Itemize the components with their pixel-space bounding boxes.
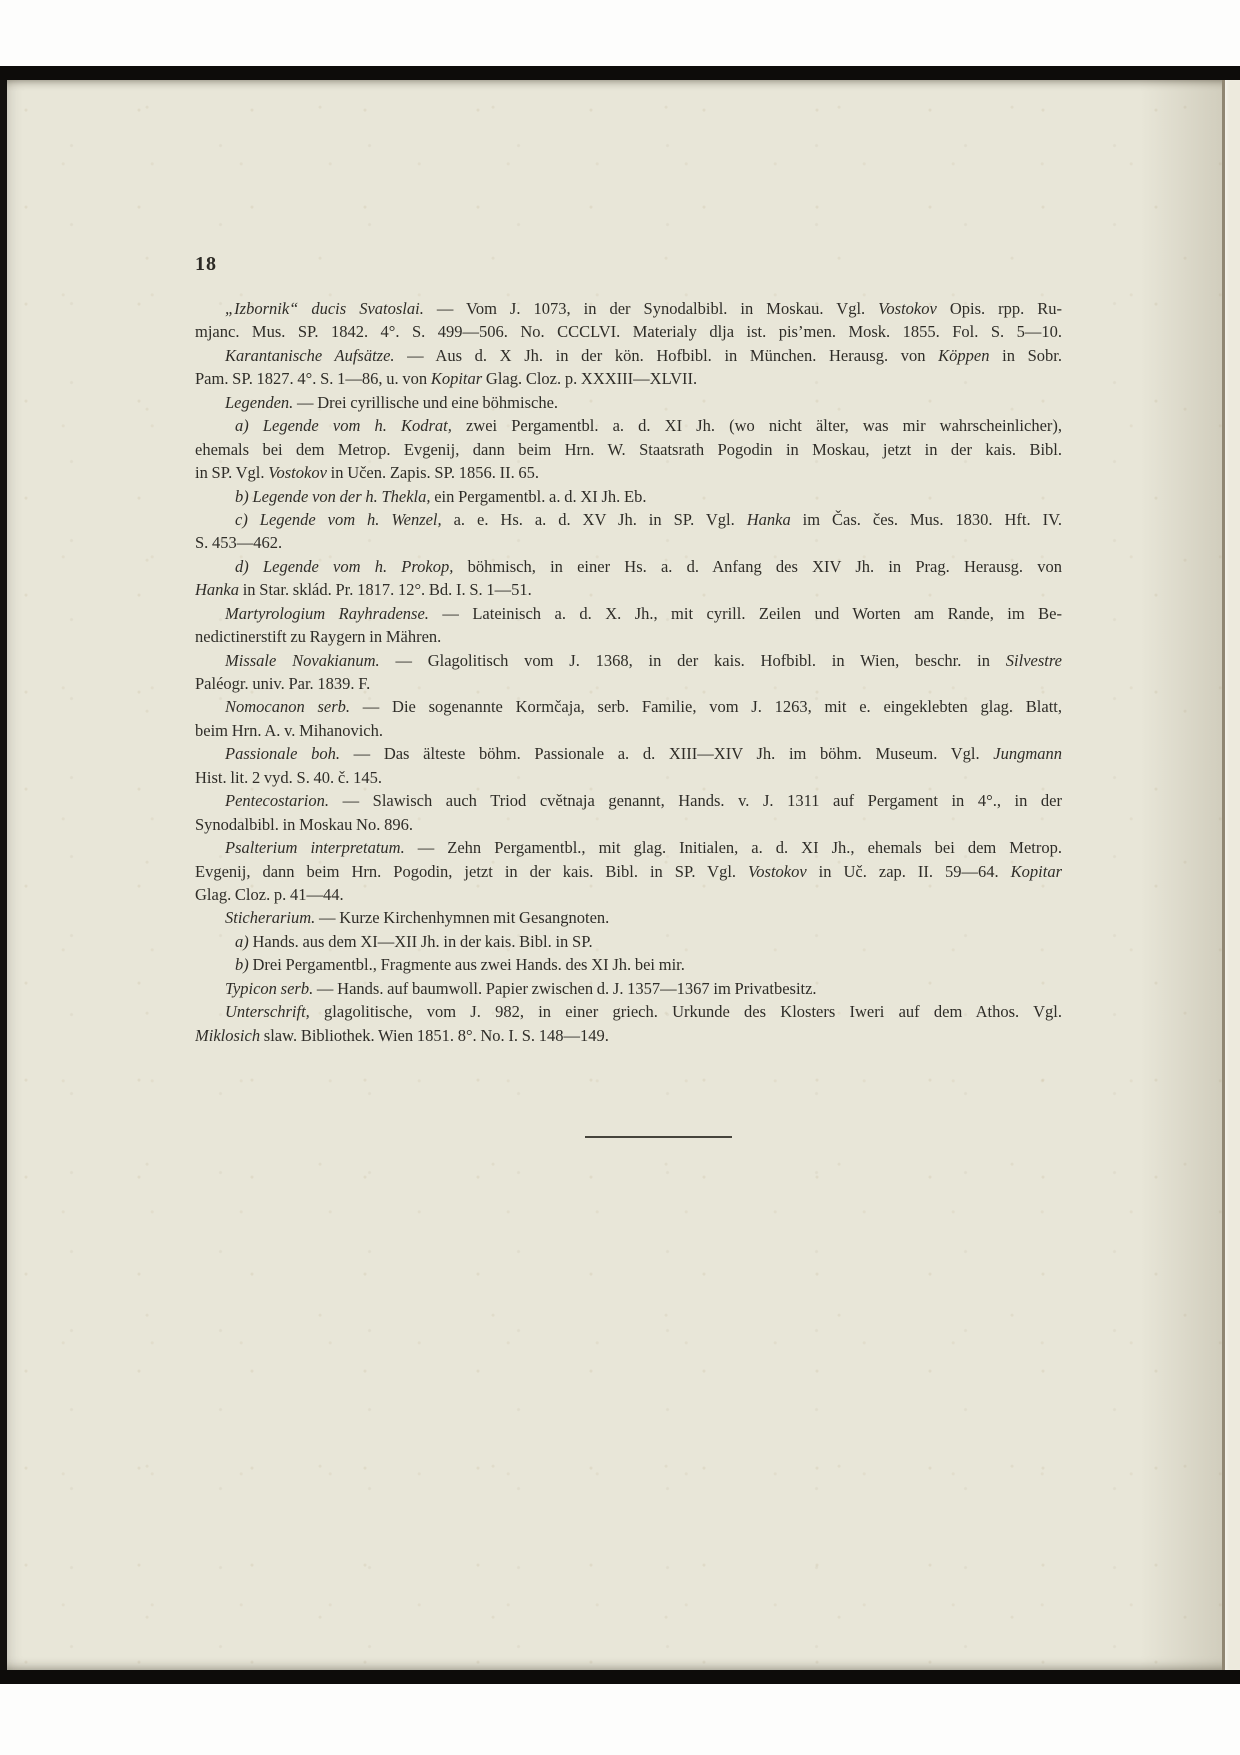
italic-run: Passionale boh. <box>225 744 340 764</box>
text-run: — Vom J. 1073, in der Synodalbibl. in Moskau. Vgl. <box>423 299 879 318</box>
italic-run: Vostokov <box>878 299 937 318</box>
text-run: Drei Pergamentbl., Fragmente aus zwei Hands. des XI Jh. bei mir. <box>248 955 685 975</box>
scan-bottom-edge <box>0 1670 1240 1684</box>
bibliography-line <box>195 555 1062 578</box>
text-run: mjanc. Mus. SP. 1842. 4°. S. 499—506. No. CCCLVI. Materialy dlja ist. pis’men. Mosk. 1855. Fol. S. 5—10. <box>195 322 1062 342</box>
text-run: in Uč. zap. II. 59—64. <box>806 861 1011 881</box>
bibliography-line <box>195 742 1062 765</box>
italic-run: „Izbornik“ ducis Svatoslai. <box>225 299 424 318</box>
text-run: in SP. Vgl. <box>195 463 269 483</box>
text-run: ehemals bei dem Metrop. Evgenij, dann beim Hrn. W. Staatsrath Pogodin in Moskau, jetzt in der kais. Bibl. <box>195 439 1062 459</box>
text-run: Paléogr. univ. Par. 1839. F. <box>195 674 371 693</box>
text-run: — Aus d. X Jh. in der kön. Hofbibl. in München. Herausg. von <box>394 345 939 365</box>
bibliography-line <box>195 602 1062 625</box>
italic-run: Hanka <box>195 580 239 600</box>
text-run: glagolitische, vom J. 982, in einer griech. Urkunde des Klosters Iweri auf dem Athos. Vgl. <box>309 1002 1062 1022</box>
text-run: — Drei cyrillische und eine böhmische. <box>293 392 559 412</box>
text-run: beim Hrn. A. v. Mihanovich. <box>195 720 383 740</box>
bibliography-line <box>195 461 1062 484</box>
text-run: — Hands. auf baumwoll. Papier zwischen d. J. 1357—1367 im Privatbesitz. <box>313 978 817 998</box>
italic-run: a) <box>235 931 249 951</box>
text-run: in Učen. Zapis. SP. 1856. II. 65. <box>326 463 540 483</box>
italic-run: c) Legende vom h. Wenzel, <box>235 509 442 529</box>
text-run: im Čas. čes. Mus. 1830. Hft. IV. <box>790 509 1062 529</box>
text-run: — Glagolitisch vom J. 1368, in der kais. Hofbibl. in Wien, beschr. in <box>379 650 1006 670</box>
italic-run: a) Legende vom h. Kodrat, <box>235 416 452 436</box>
bibliography-line <box>195 813 1062 836</box>
bibliography-line <box>195 367 1062 390</box>
italic-run: Köppen <box>938 345 990 365</box>
bibliography-line <box>195 860 1062 883</box>
text-run: — Slawisch auch Triod cvětnaja genannt, Hands. v. J. 1311 auf Pergament in 4°., in der <box>329 791 1062 811</box>
text-run: — Lateinisch a. d. X. Jh., mit cyrill. Zeilen und Worten am Rande, im Be- <box>428 603 1062 623</box>
italic-run: Hanka <box>746 509 791 529</box>
bibliography-line <box>195 977 1062 1000</box>
italic-run: Vostokov <box>748 861 807 881</box>
text-run: in Sobr. <box>989 345 1062 365</box>
text-run: Opis. rpp. Ru- <box>936 299 1062 318</box>
bibliography-line <box>195 1024 1062 1047</box>
bibliography-line <box>195 438 1062 461</box>
adjacent-page-edge <box>1225 80 1240 1670</box>
bibliography-line <box>195 766 1062 789</box>
text-run: — Das älteste böhm. Passionale a. d. XIII—XIV Jh. im böhm. Museum. Vgl. <box>339 744 994 764</box>
italic-run: Kopitar <box>1010 861 1062 881</box>
bibliography-line <box>195 508 1062 531</box>
bibliography-line <box>195 649 1062 672</box>
bibliography-line <box>195 578 1062 601</box>
italic-run: b) Legende von der h. Thekla, <box>235 486 431 506</box>
bibliography-line <box>195 789 1062 812</box>
italic-run: Sticherarium. <box>225 908 316 928</box>
text-run: S. 453—462. <box>195 533 283 553</box>
bibliography-line <box>195 485 1062 508</box>
bibliography-line <box>195 1000 1062 1023</box>
italic-run: b) <box>235 955 249 975</box>
italic-run: Pentecostarion. <box>225 791 330 811</box>
italic-run: Jungmann <box>993 744 1062 764</box>
text-run: — Die sogenannte Kormčaja, serb. Familie, vom J. 1263, mit e. eingeklebten glag. Blatt, <box>350 697 1062 717</box>
text-run: nedictinerstift zu Raygern in Mähren. <box>195 627 442 647</box>
text-run: Evgenij, dann beim Hrn. Pogodin, jetzt in der kais. Bibl. in SP. Vgl. <box>195 861 749 881</box>
page-number: 18 <box>195 253 217 275</box>
text-run: böhmisch, in einer Hs. a. d. Anfang des XIV Jh. in Prag. Herausg. von <box>453 556 1062 576</box>
bibliography-line <box>195 625 1062 648</box>
bibliography-line <box>195 953 1062 976</box>
italic-run: Legenden. <box>225 392 294 412</box>
text-run: — Kurze Kirchenhymnen mit Gesangnoten. <box>315 908 610 928</box>
text-run: Hands. aus dem XI—XII Jh. in der kais. Bibl. in SP. <box>248 931 593 951</box>
italic-run: Unterschrift, <box>225 1002 310 1022</box>
text-run: ein Pergamentbl. a. d. XI Jh. Eb. <box>430 486 647 506</box>
text-run: in Star. sklád. Pr. 1817. 12°. Bd. I. S. 1—51. <box>239 580 532 600</box>
text-run: Hist. lit. 2 vyd. S. 40. č. 145. <box>195 767 382 787</box>
italic-run: Miklosich <box>195 1025 261 1045</box>
bibliography-line <box>195 906 1062 929</box>
italic-run: Vostokov <box>268 463 327 483</box>
italic-run: d) Legende vom h. Prokop, <box>235 556 454 576</box>
page-gutter-shadow <box>1140 80 1222 1670</box>
bibliography-line <box>195 391 1062 414</box>
bibliography-line <box>195 344 1062 367</box>
bibliography-line <box>195 930 1062 953</box>
italic-run: Silvestre <box>1005 650 1062 670</box>
italic-run: Martyrologium Rayhradense. <box>225 603 429 623</box>
text-run: Glag. Cloz. p. XXXIII—XLVII. <box>482 369 698 389</box>
text-run: zwei Pergamentbl. a. d. XI Jh. (wo nicht älter, was mir wahrscheinlicher), <box>451 416 1062 436</box>
bibliography-line <box>195 297 1062 320</box>
bibliography-line <box>195 836 1062 859</box>
bibliography-line <box>195 531 1062 554</box>
bibliography-line <box>195 672 1062 695</box>
page-left-edge <box>0 80 7 1670</box>
bibliography-line <box>195 320 1062 343</box>
bibliography-line <box>195 883 1062 906</box>
text-run: Pam. SP. 1827. 4°. S. 1—86, u. von <box>195 369 431 389</box>
italic-run: Kopitar <box>430 369 483 389</box>
bibliography-line <box>195 414 1062 437</box>
text-run: Glag. Cloz. p. 41—44. <box>195 884 344 904</box>
text-run: a. e. Hs. a. d. XV Jh. in SP. Vgl. <box>441 509 747 529</box>
italic-run: Missale Novakianum. <box>225 650 380 670</box>
bibliography-line <box>195 719 1062 742</box>
text-run: slaw. Bibliothek. Wien 1851. 8°. No. I. S. 148—149. <box>260 1025 609 1045</box>
italic-run: Typicon serb. <box>225 978 314 998</box>
scan-top-edge <box>0 66 1240 80</box>
text-run: — Zehn Pergamentbl., mit glag. Initialen, a. d. XI Jh., ehemals bei dem Metrop. <box>404 838 1062 858</box>
text-run: Synodalbibl. in Moskau No. 896. <box>195 814 413 834</box>
bibliography-line <box>195 695 1062 718</box>
italic-run: Psalterium interpretatum. <box>225 838 405 858</box>
bibliography <box>195 297 1062 1047</box>
separator-rule <box>585 1136 732 1138</box>
italic-run: Nomocanon serb. <box>225 697 351 717</box>
italic-run: Karantanische Aufsätze. <box>225 345 395 365</box>
